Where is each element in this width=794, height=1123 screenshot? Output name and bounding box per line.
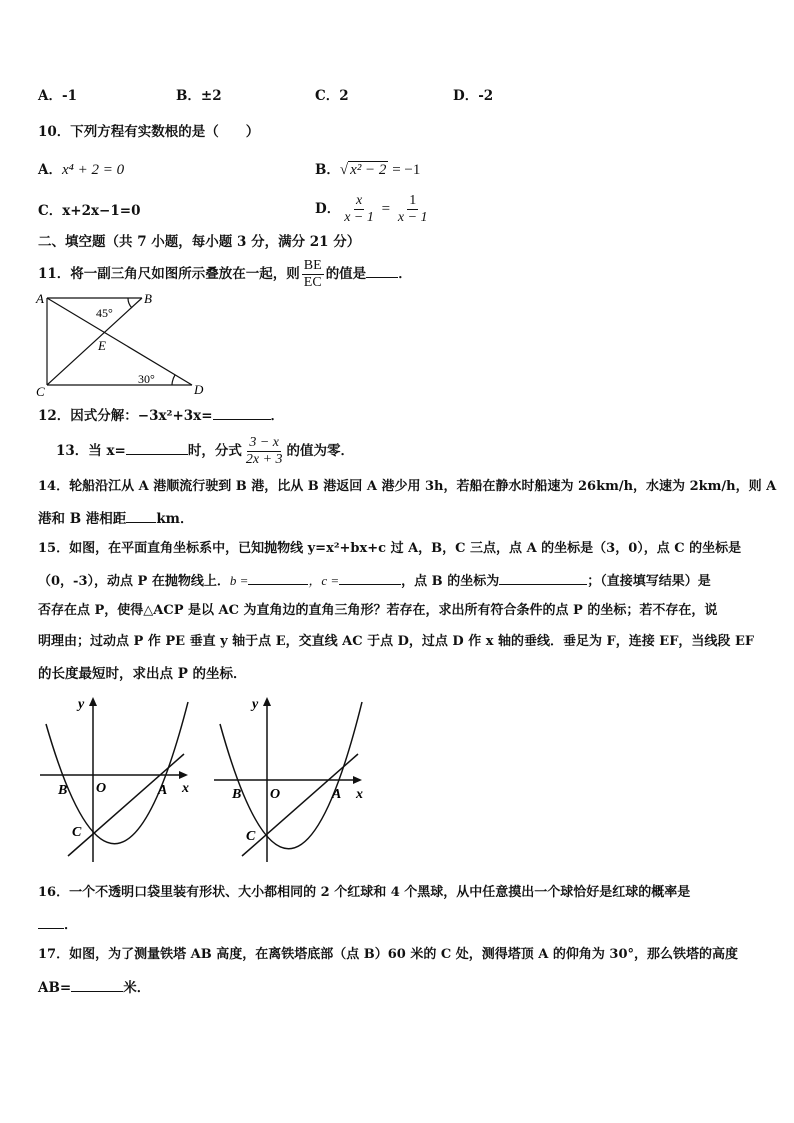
y-axis-arrow-icon — [263, 697, 271, 706]
q10-stem: 10．下列方程有实数根的是（ ） — [38, 124, 260, 140]
q15-point-b-label: ，点 B 的坐标为 — [401, 574, 500, 589]
label-a: A — [332, 787, 342, 802]
label-o: O — [96, 781, 107, 796]
q16-line-1: 16．一个不透明口袋里装有形状、大小都相同的 2 个红球和 4 个黑球，从中任意摸出一个球恰好是红球的概率是 — [38, 885, 691, 900]
answer-blank-c[interactable] — [339, 570, 401, 585]
fraction-numerator: BE — [303, 258, 322, 273]
angle-label-30: 30° — [138, 372, 155, 386]
label-d: D — [194, 382, 204, 397]
label-c: C — [36, 384, 45, 399]
q10-option-b: B．√ x² − 2 = −1 — [315, 162, 421, 178]
q13-fraction — [244, 435, 285, 468]
q15-line-5: 的长度最短时，求出点 P 的坐标． — [38, 666, 247, 682]
q13-stem-text-3: 的值为零． — [286, 443, 355, 459]
q17-line-2-text: AB= — [38, 980, 72, 996]
answer-blank[interactable] — [366, 263, 398, 278]
q14-line-2-text: 港和 B 港相距 — [38, 511, 127, 527]
fraction-denominator: x − 1 — [397, 210, 428, 225]
q15-parabola-figure-2 — [212, 694, 372, 864]
q15-parabola-figure-1 — [38, 694, 198, 864]
segment-ad — [47, 298, 192, 385]
q9-option-b: B．±2 — [176, 88, 222, 104]
q10-option-d — [315, 189, 432, 229]
angle-arc-30 — [172, 375, 175, 385]
q12-stem — [38, 405, 284, 426]
label-a: A — [36, 291, 44, 306]
q10-option-d-right-fraction — [396, 193, 430, 226]
q15-b-label: b = — [229, 573, 249, 588]
fraction-denominator: x − 1 — [344, 210, 374, 225]
section-title-fill-in: 二、填空题（共 7 小题，每小题 3 分，满分 21 分） — [38, 234, 361, 250]
q12-end: ． — [270, 408, 285, 424]
q10-option-d-label: D． — [315, 201, 341, 217]
q9-option-c: C．2 — [315, 88, 349, 104]
y-axis-arrow-icon — [89, 697, 97, 706]
answer-blank[interactable] — [38, 914, 64, 929]
label-y: y — [252, 697, 259, 712]
label-o: O — [270, 787, 281, 802]
q9-option-d: D．-2 — [453, 88, 494, 104]
q15-line-1: 15．如图，在平面直角坐标系中，已知抛物线 y=x²+bx+c 过 A，B，C 三点，点 A 的坐标是（3，0），点 C 的坐标是 — [38, 541, 742, 556]
q10-option-a-label: A． — [38, 162, 62, 178]
fraction-numerator: 3 − x — [249, 435, 280, 450]
fraction-numerator: 1 — [409, 193, 417, 208]
q11-stem — [38, 254, 412, 294]
q11-stem-text-2: 的值是 — [325, 266, 367, 282]
parabola-curve — [46, 702, 188, 844]
q10-option-d-left-fraction — [342, 193, 376, 226]
q12-stem-text: 12．因式分解：−3x²+3x= — [38, 408, 213, 424]
line-ac — [242, 754, 358, 856]
q14-line-1: 14．轮船沿江从 A 港顺流行驶到 B 港，比从 B 港返回 A 港少用 3h，若船在静水时船速为 26km/h，水速为 2km/h，则 A — [38, 479, 777, 494]
q10-option-a-expr: x⁴ + 2 = 0 — [61, 162, 125, 178]
q15-line-4: 明理由；过动点 P 作 PE 垂直 y 轴于点 E，交直线 AC 于点 D，过点 D 作 x 轴的垂线．垂足为 F，连接 EF，当线段 EF — [38, 634, 755, 649]
q10-option-b-rhs: = −1 — [388, 162, 421, 178]
q14-line-2-unit: km． — [156, 511, 194, 527]
label-y: y — [78, 697, 85, 712]
label-c: C — [72, 825, 82, 840]
answer-blank-b[interactable] — [248, 570, 308, 585]
label-x: x — [356, 787, 363, 802]
answer-blank-point-b[interactable] — [499, 570, 587, 585]
q10-option-a — [38, 160, 124, 180]
x-axis-arrow-icon — [353, 776, 362, 784]
answer-blank[interactable] — [126, 508, 156, 523]
q10-option-b-label: B． — [315, 162, 340, 178]
q11-triangle-figure — [32, 290, 212, 400]
x-axis-arrow-icon — [179, 771, 188, 779]
answer-blank[interactable] — [71, 977, 123, 992]
q10-option-c: C．x+2x−1=0 — [38, 203, 141, 219]
label-e: E — [98, 338, 106, 353]
q10-option-b-radicand: x² − 2 — [350, 162, 387, 178]
q17-line-2 — [38, 977, 150, 998]
q11-fraction — [302, 258, 324, 291]
fraction-denominator: 2x + 3 — [245, 452, 283, 467]
q13-stem-text-2: 时，分式 — [187, 443, 242, 459]
label-b: B — [58, 783, 68, 798]
q9-option-a: A．-1 — [38, 88, 77, 104]
q17-line-1: 17．如图，为了测量铁塔 AB 高度，在离铁塔底部（点 B）60 米的 C 处，测得塔顶 A 的仰角为 30°，那么铁塔的高度 — [38, 947, 739, 962]
q15-c-label: ，c = — [308, 573, 340, 588]
q15-line-2 — [38, 570, 711, 592]
label-b: B — [232, 787, 242, 802]
q16-end: ． — [64, 917, 78, 933]
q10-option-d-equals: = — [377, 201, 394, 217]
q17-unit: 米． — [123, 980, 151, 996]
label-c: C — [246, 829, 256, 844]
q15-line-2-text: （0，-3），动点 P 在抛物线上． — [38, 574, 230, 589]
q16-line-2 — [38, 914, 78, 935]
q13-stem — [56, 430, 354, 472]
q11-stem-text: 11．将一副三角尺如图所示叠放在一起，则 — [38, 266, 300, 282]
label-a: A — [158, 783, 168, 798]
angle-arc-45 — [128, 298, 132, 308]
q15-line-3: 否存在点 P，使得△ACP 是以 AC 为直角边的直角三角形？若存在，求出所有符合条件的点 P 的坐标；若不存在，说 — [38, 603, 718, 618]
angle-label-45: 45° — [96, 306, 113, 320]
answer-blank[interactable] — [213, 405, 271, 420]
q13-stem-text: 13．当 x= — [56, 443, 126, 459]
label-b: B — [144, 291, 152, 306]
label-x: x — [182, 781, 189, 796]
parabola-curve — [220, 702, 362, 849]
q14-line-2 — [38, 508, 193, 529]
segment-bc — [47, 298, 142, 385]
fraction-denominator: EC — [303, 275, 322, 290]
q11-end: ． — [398, 266, 412, 282]
answer-blank[interactable] — [126, 440, 188, 455]
fraction-numerator: x — [355, 193, 363, 208]
q15-line-2-end: ；（直接填写结果）是 — [587, 574, 711, 589]
